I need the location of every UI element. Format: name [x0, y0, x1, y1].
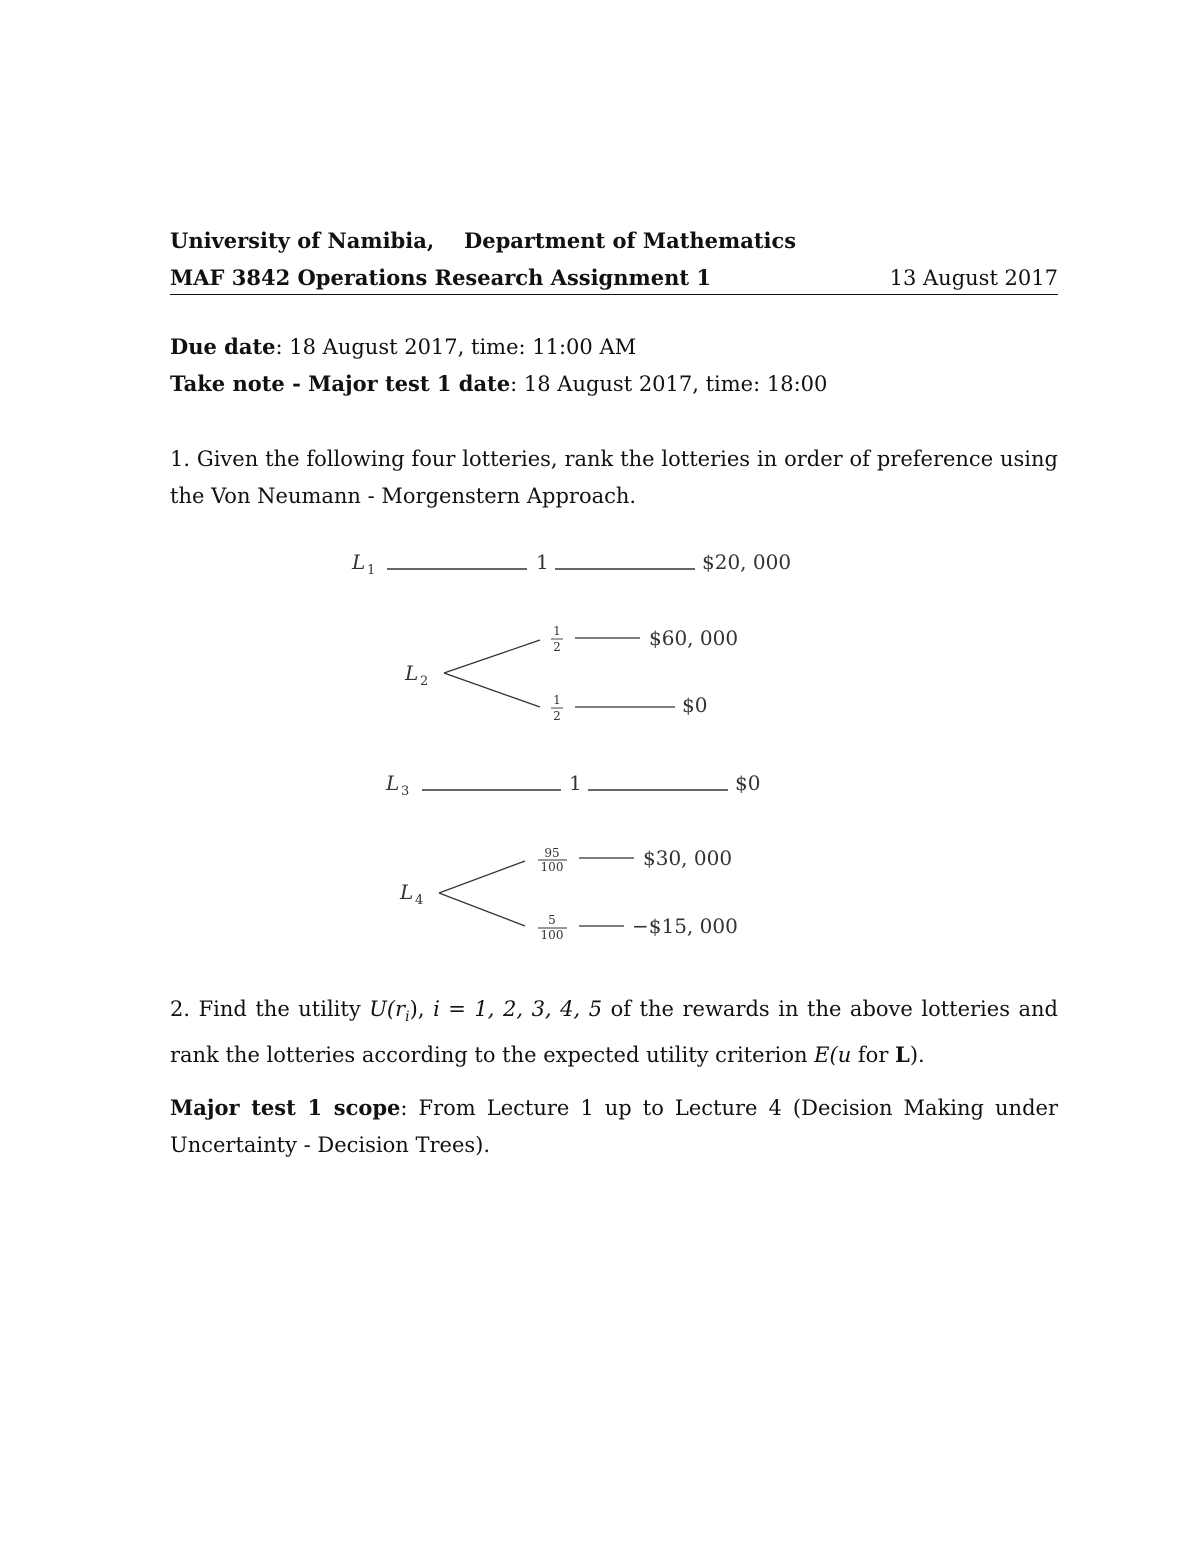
q2-text-1: 2. Find the utility	[170, 997, 370, 1021]
lottery-l2	[404, 624, 738, 723]
test-date-label: Take note - Major test 1 date	[170, 371, 511, 396]
lottery-l2-reward1: $60, 000	[649, 626, 739, 650]
lottery-l1-name: L	[352, 550, 366, 574]
department-name: Department of Mathematics	[464, 228, 797, 253]
expectation-symbol: E(u	[814, 1043, 852, 1068]
due-date-label: Due date	[170, 334, 276, 359]
lottery-l3	[385, 771, 760, 799]
lottery-l2-prob2-den: 2	[553, 709, 561, 723]
scope-label: Major test 1 scope	[170, 1095, 401, 1120]
lottery-l4-prob2-den: 100	[540, 928, 564, 942]
university-name: University of Namibia,	[170, 228, 435, 253]
due-date-text: : 18 August 2017, time: 11:00 AM	[275, 335, 637, 359]
lottery-l1	[351, 550, 791, 578]
assignment-date: 13 August 2017	[889, 266, 1058, 290]
lottery-l4-branch-up	[439, 861, 525, 893]
lottery-l4-reward2: −$15, 000	[632, 914, 738, 938]
utility-subscript: i	[405, 1009, 410, 1026]
lottery-l2-prob1-den: 2	[553, 640, 561, 654]
q2-text-4: ).	[909, 1043, 925, 1068]
lottery-l3-reward: $0	[735, 771, 761, 795]
index-range: i = 1, 2, 3, 4, 5	[424, 997, 603, 1021]
lottery-l3-prob: 1	[569, 771, 582, 795]
lottery-l2-sub: 2	[420, 674, 429, 689]
lottery-l2-branch-up	[444, 640, 540, 673]
lottery-l4-prob1-num: 95	[544, 846, 560, 860]
q2-text-3: for	[851, 1043, 896, 1068]
utility-symbol: U(r	[369, 997, 406, 1021]
lottery-l3-name: L	[386, 771, 400, 795]
lottery-l4-branch-down	[439, 893, 525, 926]
lottery-l4-reward1: $30, 000	[643, 846, 733, 870]
course-title: MAF 3842 Operations Research Assignment 1	[170, 265, 711, 290]
scope-text: : From Lecture 1 up to Lecture 4 (Decision Making under Uncertainty - Decision Trees).	[170, 1096, 1058, 1157]
lottery-l4	[399, 846, 738, 942]
lottery-l4-prob1-den: 100	[540, 860, 564, 874]
bold-l: L	[895, 1042, 910, 1068]
lottery-l4-name: L	[400, 880, 414, 904]
q2-text-2: of the rewards in the above lotteries and rank the lotteries according to the expected utility criterion	[170, 997, 1058, 1068]
lottery-l1-prob: 1	[536, 550, 549, 574]
lottery-l4-prob2-num: 5	[548, 913, 556, 927]
lottery-l1-reward: $20, 000	[702, 550, 792, 574]
lottery-l3-sub: 3	[401, 784, 410, 799]
lottery-l2-prob2-num: 1	[553, 693, 561, 707]
test-date-text: : 18 August 2017, time: 18:00	[510, 372, 828, 396]
lottery-l4-sub: 4	[415, 893, 424, 908]
lottery-l2-name: L	[405, 661, 419, 685]
lottery-l2-prob1-num: 1	[553, 624, 561, 638]
utility-close: ),	[409, 997, 425, 1021]
lottery-l2-reward2: $0	[682, 693, 708, 717]
lottery-l1-sub: 1	[367, 563, 376, 578]
question-1: 1. Given the following four lotteries, rank the lotteries in order of preference using the Von Neumann - Morgenstern Approach.	[170, 447, 1058, 508]
lottery-l2-branch-down	[444, 673, 540, 707]
